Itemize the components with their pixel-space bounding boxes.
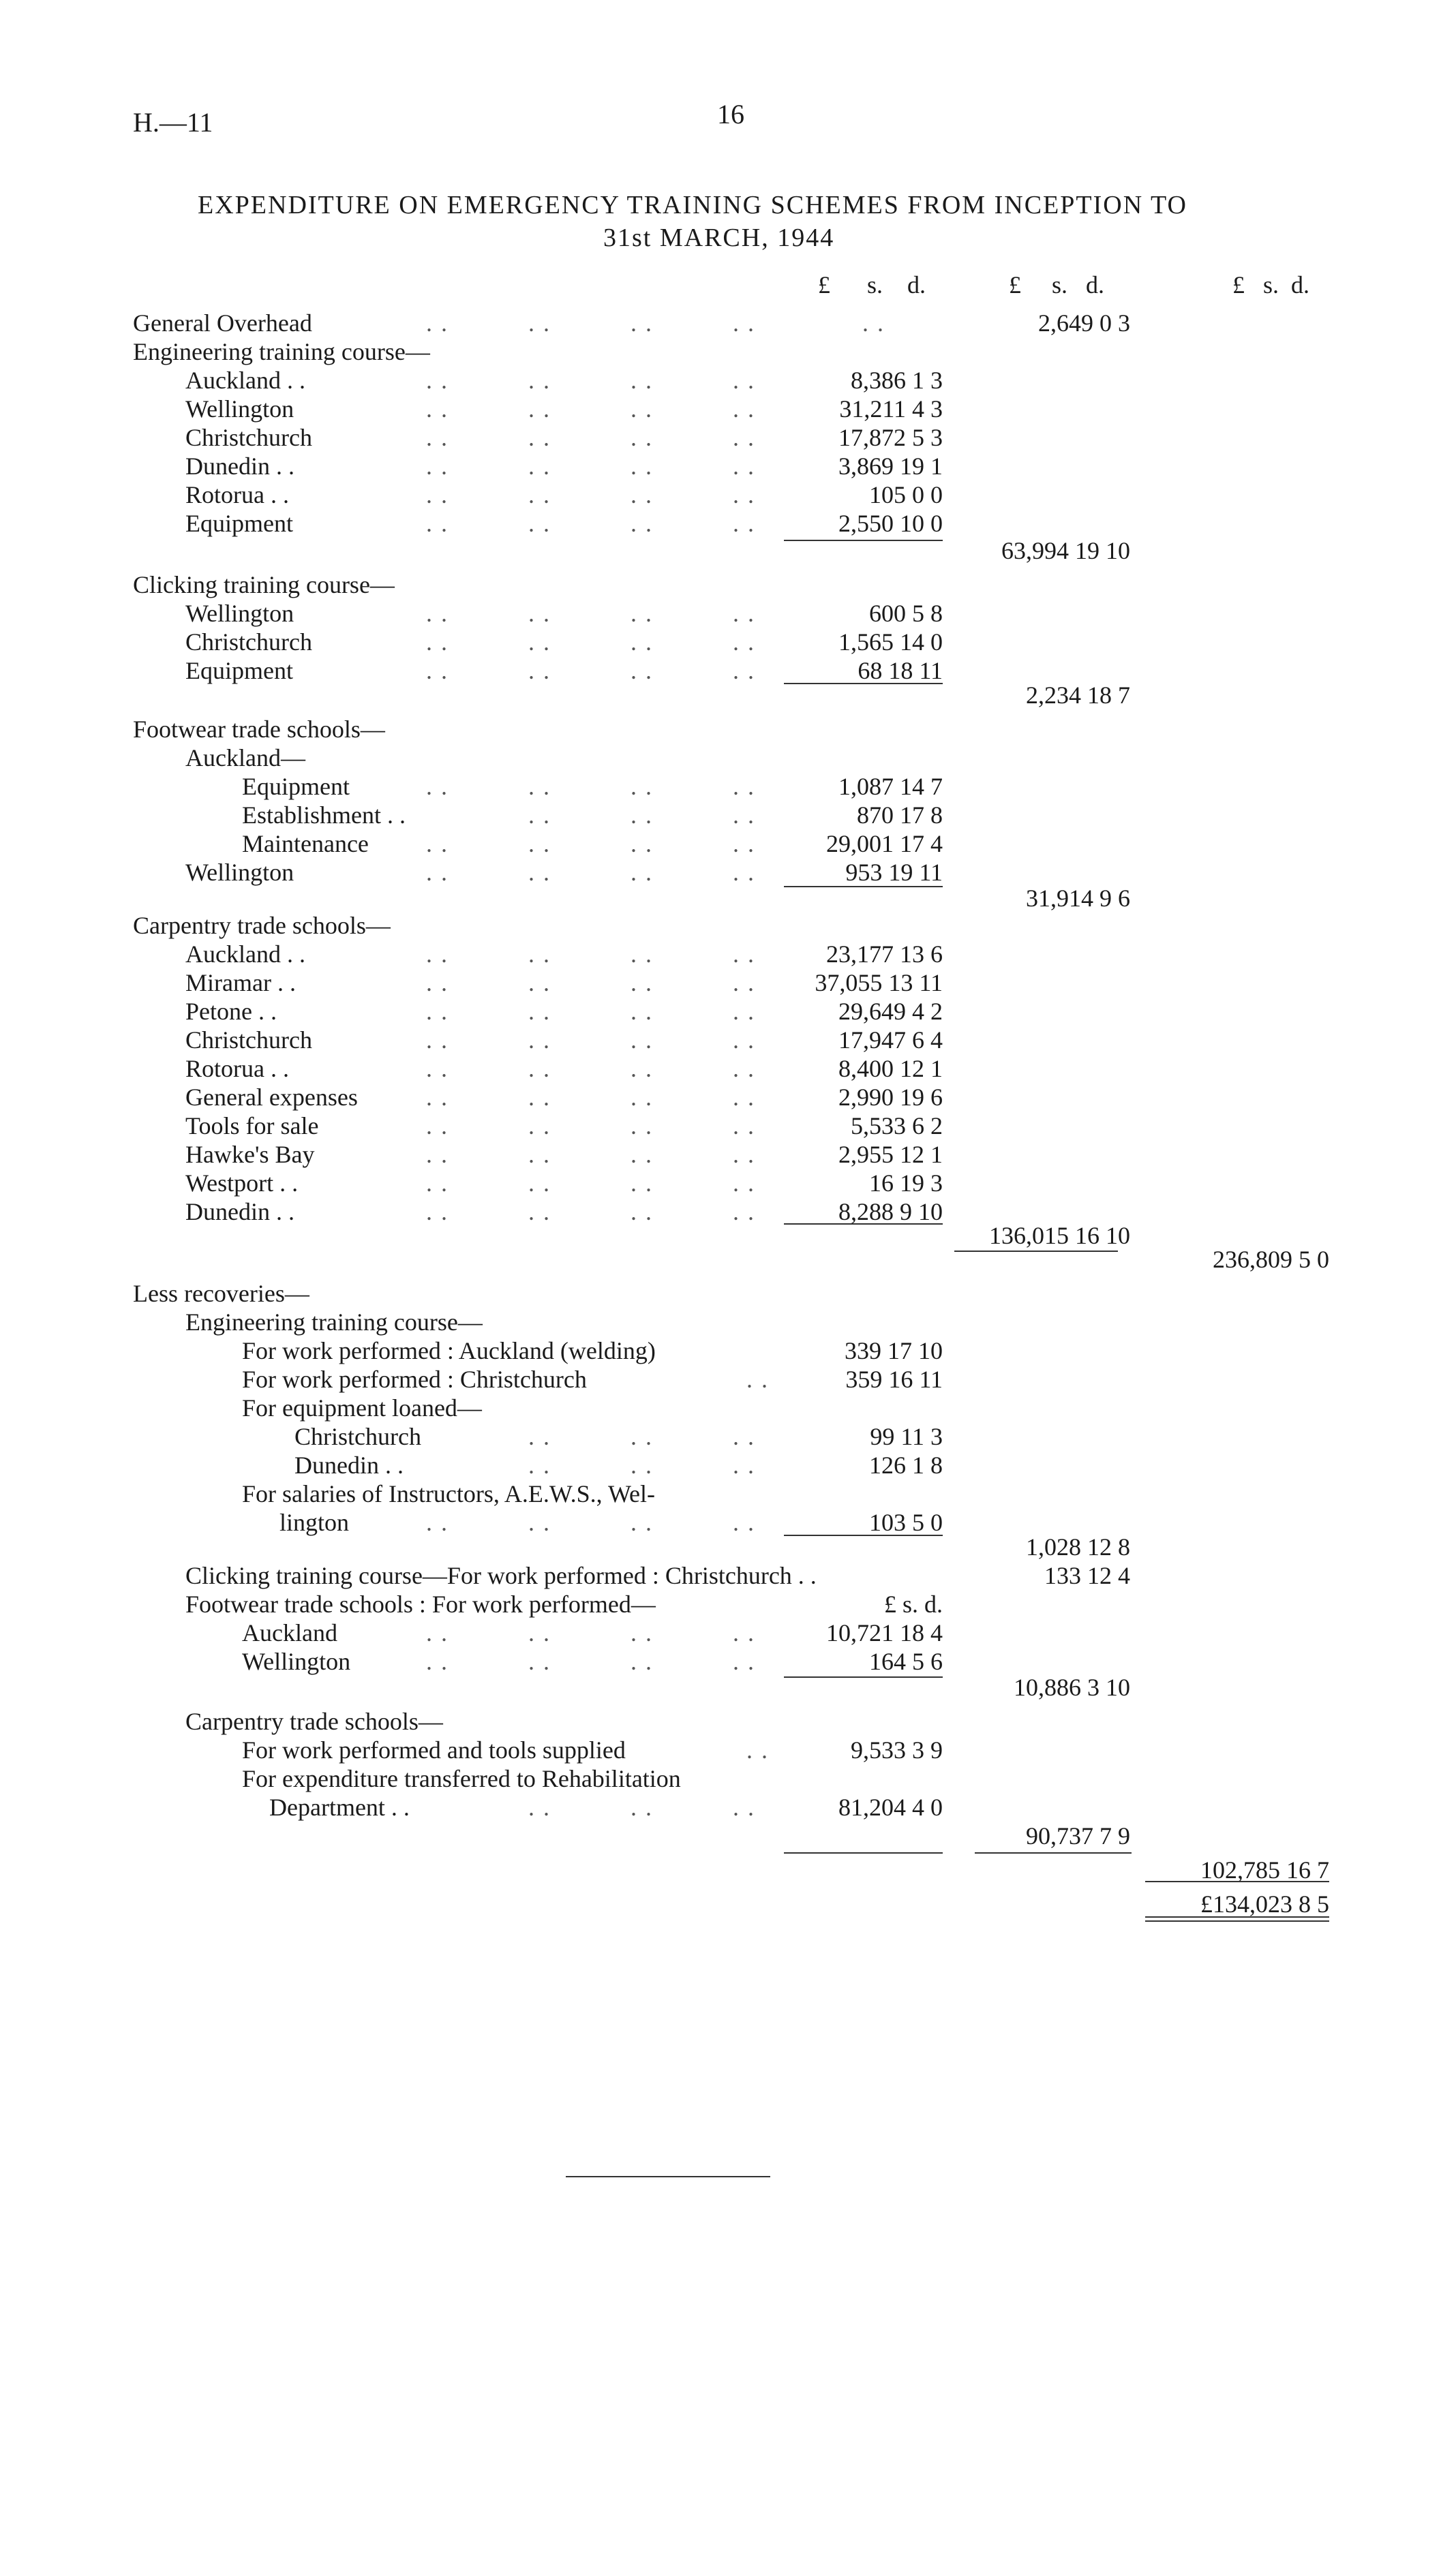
col-shillings-3: s. [1263, 271, 1279, 298]
leader-dots: . . [528, 657, 551, 684]
row-label: For work performed and tools supplied [242, 1736, 626, 1764]
leader-dots: . . [733, 773, 755, 800]
leader-dots: . . [528, 1619, 551, 1646]
leader-dots: . . [528, 628, 551, 656]
row-label: Dunedin . . [185, 453, 294, 480]
leader-dots: . . [426, 969, 449, 996]
row-label: Clicking training course— [133, 571, 395, 598]
leader-dots: . . [733, 1619, 755, 1646]
leader-dots: . . [426, 395, 449, 423]
leader-dots: . . [426, 1112, 449, 1139]
underline-rule [784, 886, 943, 887]
amount-col1: 3,869 19 1 [838, 453, 943, 480]
amount-col1: 126 1 8 [869, 1452, 943, 1479]
amount-col1: 164 5 6 [869, 1648, 943, 1675]
leader-dots: . . [733, 1648, 755, 1675]
col-pound-2: £ [1009, 271, 1021, 298]
amount-col2: 90,737 7 9 [1026, 1822, 1130, 1850]
leader-dots: . . [426, 1198, 449, 1225]
leader-dots: . . [426, 773, 449, 800]
amount-col2: 10,886 3 10 [1014, 1674, 1130, 1701]
row-label: For salaries of Instructors, A.E.W.S., Wel- [242, 1480, 656, 1507]
leader-dots: . . [733, 1452, 755, 1479]
underline-rule [1145, 1920, 1329, 1922]
leader-dots: . . [733, 395, 755, 423]
amount-col1: 8,288 9 10 [838, 1198, 943, 1225]
amount-col1: 81,204 4 0 [838, 1794, 943, 1821]
underline-rule [1145, 1881, 1329, 1882]
leader-dots: . . [733, 424, 755, 451]
row-label: Christchurch [185, 628, 312, 656]
amount-col1: 8,386 1 3 [851, 367, 943, 394]
row-label: Engineering training course— [185, 1308, 483, 1336]
row-label: Miramar . . [185, 969, 296, 996]
amount-col1: 68 18 11 [858, 657, 943, 684]
leader-dots: . . [426, 1084, 449, 1111]
leader-dots: . . [631, 1084, 653, 1111]
amount-col1: 16 19 3 [869, 1169, 943, 1197]
leader-dots: . . [528, 1112, 551, 1139]
row-label: Less recoveries— [133, 1280, 309, 1307]
leader-dots: . . [631, 830, 653, 857]
row-label: For equipment loaned— [242, 1394, 482, 1422]
leader-dots: . . [426, 1509, 449, 1536]
leader-dots: . . [528, 1084, 551, 1111]
leader-dots: . . [631, 969, 653, 996]
underline-rule [784, 1676, 943, 1678]
leader-dots: . . [733, 367, 755, 394]
leader-dots: . . [528, 1141, 551, 1168]
leader-dots: . . [746, 1366, 769, 1393]
amount-col1: 29,001 17 4 [826, 830, 943, 857]
leader-dots: . . [528, 998, 551, 1025]
col-header-2 [1009, 273, 1104, 297]
leader-dots: . . [733, 1141, 755, 1168]
leader-dots: . . [733, 481, 755, 508]
leader-dots: . . [733, 510, 755, 537]
amount-col1: 9,533 3 9 [851, 1736, 943, 1764]
amount-col1: 359 16 11 [845, 1366, 943, 1393]
leader-dots: . . [631, 453, 653, 480]
amount-col2: 133 12 4 [1044, 1562, 1130, 1589]
col-pound-1: £ [818, 271, 830, 298]
leader-dots: . . [426, 1055, 449, 1082]
leader-dots: . . [746, 1736, 769, 1764]
leader-dots: . . [733, 628, 755, 656]
leader-dots: . . [528, 1026, 551, 1054]
col-shillings-1: s. [867, 271, 883, 298]
header-code: H.—11 [133, 107, 213, 138]
leader-dots: . . [733, 969, 755, 996]
row-label: Maintenance [242, 830, 369, 857]
amount-col1: 600 5 8 [869, 600, 943, 627]
row-label: Wellington [185, 600, 294, 627]
leader-dots: . . [528, 801, 551, 829]
amount-col2: 136,015 16 10 [989, 1222, 1130, 1249]
leader-dots: . . [426, 424, 449, 451]
leader-dots: . . [528, 1648, 551, 1675]
amount-col1: 339 17 10 [845, 1337, 943, 1364]
leader-dots: . . [631, 1423, 653, 1450]
leader-dots: . . [733, 453, 755, 480]
leader-dots: . . [426, 453, 449, 480]
row-label: Rotorua . . [185, 1055, 289, 1082]
row-label: Hawke's Bay [185, 1141, 315, 1168]
leader-dots: . . [733, 1794, 755, 1821]
leader-dots: . . [631, 481, 653, 508]
leader-dots: . . [426, 998, 449, 1025]
row-label: Christchurch [185, 424, 312, 451]
row-label: General expenses [185, 1084, 358, 1111]
leader-dots: . . [733, 657, 755, 684]
leader-dots: . . [733, 940, 755, 968]
row-label: Equipment [185, 510, 293, 537]
leader-dots: . . [631, 1619, 653, 1646]
leader-dots: . . [631, 1509, 653, 1536]
amount-col1: 31,211 4 3 [839, 395, 943, 423]
leader-dots: . . [426, 1026, 449, 1054]
amount-col2: 31,914 9 6 [1026, 885, 1130, 912]
amount-col1: 37,055 13 11 [815, 969, 943, 996]
amount-col1: 23,177 13 6 [826, 940, 943, 968]
row-label: For work performed : Christchurch [242, 1366, 587, 1393]
amount-col1: 99 11 3 [870, 1423, 943, 1450]
leader-dots: . . [426, 1648, 449, 1675]
leader-dots: . . [528, 940, 551, 968]
row-label: Auckland— [185, 744, 305, 771]
underline-rule [784, 683, 943, 684]
row-label: Engineering training course— [133, 338, 430, 365]
leader-dots: . . [528, 367, 551, 394]
row-label: Petone . . [185, 998, 277, 1025]
leader-dots: . . [631, 1452, 653, 1479]
amount-col1: 953 19 11 [845, 859, 943, 886]
leader-dots: . . [733, 859, 755, 886]
leader-dots: . . [631, 657, 653, 684]
amount-col1: 8,400 12 1 [838, 1055, 943, 1082]
leader-dots: . . [733, 600, 755, 627]
amount-col1: 870 17 8 [857, 801, 943, 829]
underline-rule [975, 1852, 1132, 1854]
amount-col1: £ s. d. [883, 1591, 943, 1618]
amount-col1: 10,721 18 4 [826, 1619, 943, 1646]
leader-dots: . . [426, 830, 449, 857]
leader-dots: . . [528, 1198, 551, 1225]
leader-dots: . . [631, 309, 653, 337]
row-label: Carpentry trade schools— [133, 912, 391, 939]
leader-dots: . . [631, 1055, 653, 1082]
row-label: Establishment . . [242, 801, 406, 829]
leader-dots: . . [733, 1112, 755, 1139]
col-shillings-2: s. [1052, 271, 1068, 298]
underline-rule [784, 1852, 943, 1854]
leader-dots: . . [733, 1198, 755, 1225]
leader-dots: . . [426, 859, 449, 886]
leader-dots: . . [631, 1026, 653, 1054]
leader-dots: . . [631, 367, 653, 394]
row-label: Footwear trade schools— [133, 716, 385, 743]
amount-col1: 1,565 14 0 [838, 628, 943, 656]
amount-col3: £134,023 8 5 [1200, 1890, 1329, 1918]
leader-dots: . . [631, 1648, 653, 1675]
col-header-1 [818, 273, 926, 297]
row-label: Tools for sale [185, 1112, 319, 1139]
leader-dots: . . [528, 395, 551, 423]
leader-dots: . . [528, 510, 551, 537]
col-pence-2: d. [1086, 271, 1105, 298]
leader-dots: . . [528, 1794, 551, 1821]
leader-dots: . . [528, 1452, 551, 1479]
row-label: Auckland [242, 1619, 337, 1646]
leader-dots: . . [426, 367, 449, 394]
leader-dots: . . [631, 424, 653, 451]
row-label: Auckland . . [185, 367, 305, 394]
underline-rule [784, 1535, 943, 1536]
row-label: Wellington [185, 859, 294, 886]
leader-dots: . . [733, 801, 755, 829]
amount-col3: 236,809 5 0 [1213, 1246, 1329, 1273]
page-title-line2: 31st MARCH, 1944 [603, 224, 835, 252]
row-label: Equipment [242, 773, 350, 800]
leader-dots: . . [631, 1169, 653, 1197]
row-label: Dunedin . . [185, 1198, 294, 1225]
amount-col1: 2,990 19 6 [838, 1084, 943, 1111]
leader-dots: . . [631, 1141, 653, 1168]
row-label: Christchurch [294, 1423, 421, 1450]
leader-dots: . . [631, 998, 653, 1025]
amount-col2: 2,649 0 3 [1038, 309, 1130, 337]
row-label: lington [279, 1509, 350, 1536]
leader-dots: . . [631, 859, 653, 886]
leader-dots: . . [631, 940, 653, 968]
row-label: Carpentry trade schools— [185, 1708, 443, 1735]
row-label: Rotorua . . [185, 481, 289, 508]
leader-dots: . . [631, 600, 653, 627]
leader-dots: . . [426, 510, 449, 537]
leader-dots: . . [528, 424, 551, 451]
underline-rule [1145, 1916, 1329, 1918]
row-label: Christchurch [185, 1026, 312, 1054]
row-label: For work performed : Auckland (welding) [242, 1337, 656, 1364]
row-label: General Overhead [133, 309, 312, 337]
leader-dots: . . [631, 1794, 653, 1821]
row-label: Footwear trade schools : For work performed— [185, 1591, 656, 1618]
leader-dots: . . [631, 1198, 653, 1225]
leader-dots: . . [733, 309, 755, 337]
amount-col3: 102,785 16 7 [1200, 1856, 1329, 1884]
amount-col1: 2,550 10 0 [838, 510, 943, 537]
leader-dots: . . [528, 309, 551, 337]
leader-dots: . . [426, 600, 449, 627]
row-label: Wellington [242, 1648, 351, 1675]
col-pence-3: d. [1291, 271, 1310, 298]
amount-col1: 5,533 6 2 [851, 1112, 943, 1139]
leader-dots: . . [528, 773, 551, 800]
underline-rule [954, 1251, 1118, 1252]
row-label: Equipment [185, 657, 293, 684]
leader-dots: . . [426, 940, 449, 968]
leader-dots: . . [426, 309, 449, 337]
leader-dots: . . [631, 801, 653, 829]
leader-dots: . . [862, 309, 885, 337]
col-header-3 [1232, 273, 1309, 297]
amount-col1: 17,872 5 3 [838, 424, 943, 451]
leader-dots: . . [631, 510, 653, 537]
amount-col1: 2,955 12 1 [838, 1141, 943, 1168]
end-rule [566, 2176, 770, 2177]
leader-dots: . . [528, 1509, 551, 1536]
leader-dots: . . [528, 453, 551, 480]
amount-col2: 2,234 18 7 [1026, 681, 1130, 709]
leader-dots: . . [733, 1509, 755, 1536]
leader-dots: . . [528, 1055, 551, 1082]
page-number: 16 [717, 99, 744, 129]
amount-col1: 1,087 14 7 [838, 773, 943, 800]
amount-col2: 63,994 19 10 [1001, 537, 1130, 564]
leader-dots: . . [528, 1169, 551, 1197]
leader-dots: . . [733, 998, 755, 1025]
leader-dots: . . [733, 1169, 755, 1197]
underline-rule [784, 540, 943, 541]
leader-dots: . . [733, 1423, 755, 1450]
underline-rule [784, 1223, 943, 1225]
leader-dots: . . [426, 1619, 449, 1646]
row-label: For expenditure transferred to Rehabilitation [242, 1765, 681, 1792]
col-pound-3: £ [1232, 271, 1245, 298]
amount-col1: 17,947 6 4 [838, 1026, 943, 1054]
leader-dots: . . [631, 628, 653, 656]
leader-dots: . . [426, 1169, 449, 1197]
leader-dots: . . [631, 395, 653, 423]
leader-dots: . . [733, 1055, 755, 1082]
row-label: Dunedin . . [294, 1452, 404, 1479]
leader-dots: . . [528, 859, 551, 886]
leader-dots: . . [528, 1423, 551, 1450]
leader-dots: . . [631, 1112, 653, 1139]
amount-col1: 29,649 4 2 [838, 998, 943, 1025]
row-label: Auckland . . [185, 940, 305, 968]
leader-dots: . . [528, 481, 551, 508]
amount-col1: 105 0 0 [869, 481, 943, 508]
leader-dots: . . [426, 628, 449, 656]
leader-dots: . . [426, 1141, 449, 1168]
leader-dots: . . [733, 1026, 755, 1054]
leader-dots: . . [733, 1084, 755, 1111]
leader-dots: . . [426, 481, 449, 508]
leader-dots: . . [733, 830, 755, 857]
row-label: Clicking training course—For work performed : Christchurch . . [185, 1562, 817, 1589]
page-title-line1: EXPENDITURE ON EMERGENCY TRAINING SCHEMES FROM INCEPTION TO [198, 191, 1187, 219]
leader-dots: . . [631, 773, 653, 800]
leader-dots: . . [528, 600, 551, 627]
leader-dots: . . [426, 657, 449, 684]
leader-dots: . . [528, 969, 551, 996]
amount-col2: 1,028 12 8 [1026, 1533, 1130, 1561]
col-pence-1: d. [907, 271, 926, 298]
row-label: Wellington [185, 395, 294, 423]
leader-dots: . . [528, 830, 551, 857]
amount-col1: 103 5 0 [869, 1509, 943, 1536]
row-label: Department . . [269, 1794, 410, 1821]
row-label: Westport . . [185, 1169, 299, 1197]
